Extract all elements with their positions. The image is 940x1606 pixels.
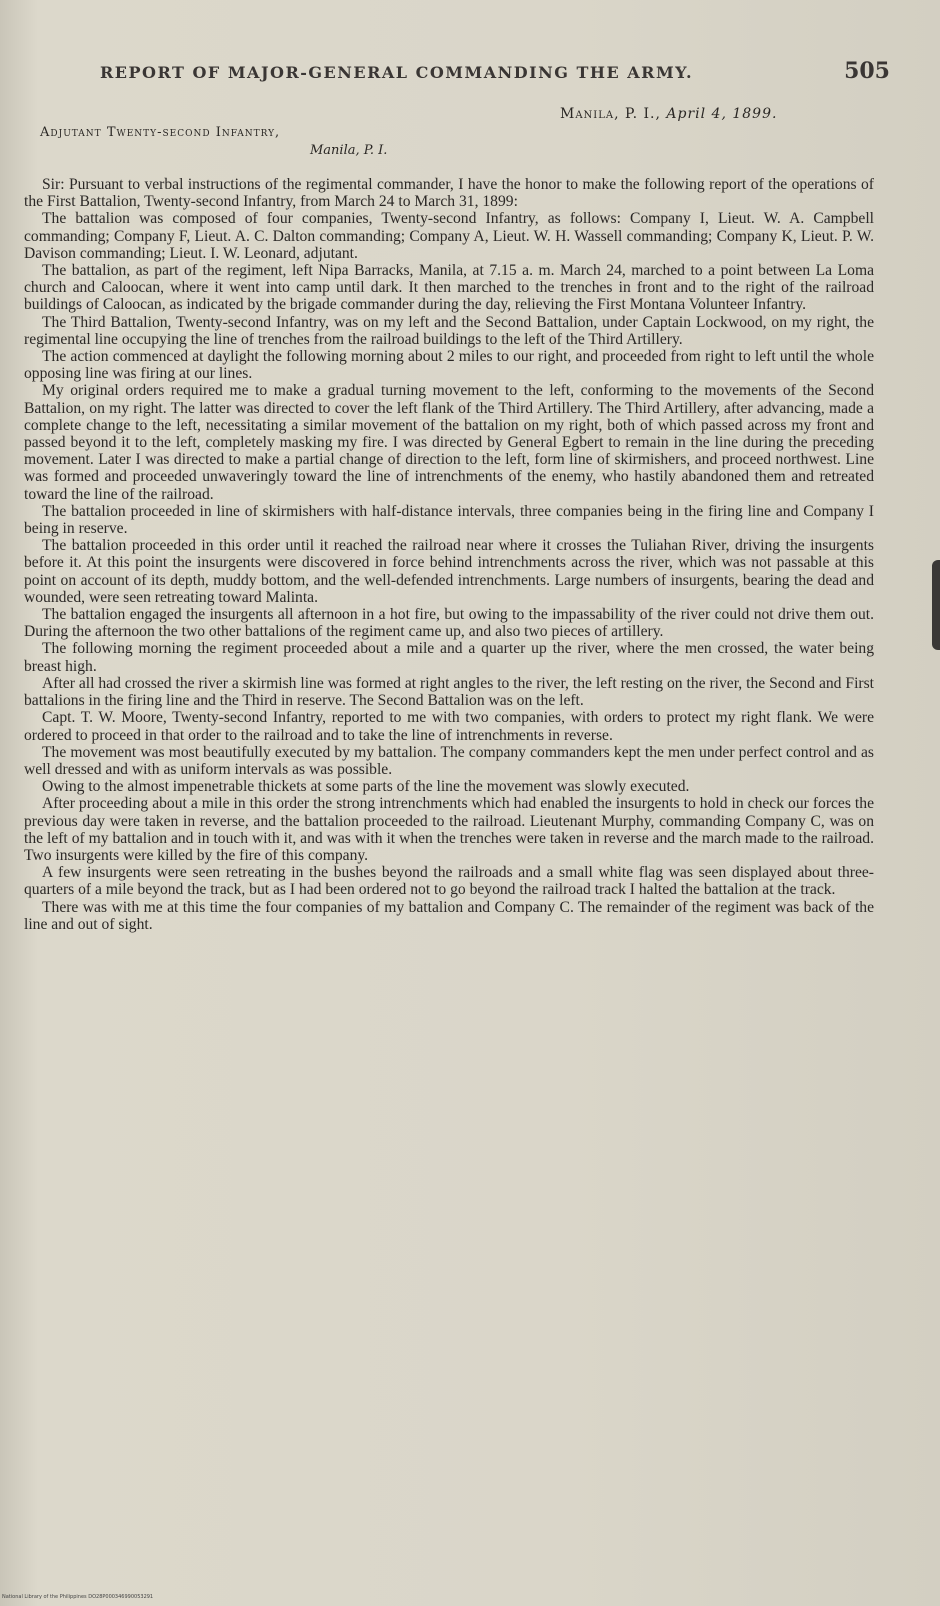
- page-header: [100, 58, 890, 84]
- library-credit: National Library of the Philippines DO28P000346990053291: [2, 1594, 154, 1600]
- paragraph: The movement was most beautifully executed by my battalion. The company commanders kept the men under perfect control and as well dressed and with as uniform intervals as was possible.: [24, 743, 874, 778]
- paragraph: The battalion was composed of four companies, Twenty-second Infantry, as follows: Company I, Lieut. W. A. Campbell commanding; Company F, Lieut. A. C. Dalton commanding; Company A, Lieut. W. H. Wassell commanding; Company K, Lieut. P. W. Davison commanding; Lieut. I. W. Leonard, adjutant.: [24, 210, 874, 262]
- dateline-place: Manila, P. I.,: [560, 106, 661, 122]
- report-body: [24, 176, 874, 933]
- page-edge-mark: [932, 560, 940, 650]
- paragraph: Sir: Pursuant to verbal instructions of the regimental commander, I have the honor to make the following report of the operations of the First Battalion, Twenty-second Infantry, from March 24 to March 31, 1899:: [24, 176, 874, 211]
- paragraph: The battalion proceeded in this order until it reached the railroad near where it crosses the Tuliahan River, driving the insurgents before it. At this point the insurgents were discovered in force behind intrenchments across the river, which was not passable at this point on account of its depth, muddy bottom, and the well-defended intrenchments. Large numbers of insurgents, bearing the dead and wounded, were seen retreating toward Malinta.: [24, 537, 874, 606]
- paragraph: My original orders required me to make a gradual turning movement to the left, conforming to the movements of the Second Battalion, on my right. The latter was directed to cover the left flank of the Third Artillery. The Third Artillery, after advancing, made a complete change to the left, necessitating a similar movement of the battalion on my right, both of which passed across my front and passed beyond it to the left, completely masking my fire. I was directed by General Egbert to remain in the line during the preceding movement. Later I was directed to make a partial change of direction to the left, form line of skirmishers, and proceed northwest. Line was formed and proceeded unwaveringly toward the line of intrenchments of the enemy, who hastily abandoned them and retreated toward the line of the railroad.: [24, 382, 874, 503]
- paragraph: Owing to the almost impenetrable thickets at some parts of the line the movement was slowly executed.: [42, 778, 690, 796]
- paragraph: The battalion engaged the insurgents all afternoon in a hot fire, but owing to the impassability of the river could not drive them out. During the afternoon the two other battalions of the regiment came up, and also two pieces of artillery.: [24, 606, 874, 641]
- paragraph: The action commenced at daylight the following morning about 2 miles to our right, and proceeded from right to left until the whole opposing line was firing at our lines.: [24, 348, 874, 383]
- paragraph: After proceeding about a mile in this order the strong intrenchments which had enabled the insurgents to hold in check our forces the previous day were taken in reverse, and the battalion proceeded to the railroad. Lieutenant Murphy, commanding Company C, was on the left of my battalion and in touch with it, and was with it when the trenches were taken in reverse and the march made to the railroad. Two insurgents were killed by the fire of this company.: [24, 795, 874, 864]
- paragraph: The battalion proceeded in line of skirmishers with half-distance intervals, three companies being in the firing line and Company I being in reserve.: [24, 502, 874, 538]
- paragraph: The battalion, as part of the regiment, left Nipa Barracks, Manila, at 7.15 a. m. March 24, marched to a point between La Loma church and Caloocan, where it went into camp until dark. It then marched to the trenches in front and to the right of the railroad buildings of Caloocan, as indicated by the brigade commander during the day, relieving the First Montana Volunteer Infantry.: [24, 262, 874, 314]
- paragraph: The Third Battalion, Twenty-second Infantry, was on my left and the Second Battalion, under Captain Lockwood, on my right, the regimental line occupying the line of trenches from the railroad buildings to the left of the Third Artillery.: [24, 313, 874, 348]
- paragraph: There was with me at this time the four companies of my battalion and Company C. The remainder of the regiment was back of the line and out of sight.: [24, 898, 874, 933]
- page-number: 505: [844, 58, 890, 84]
- paragraph: Capt. T. W. Moore, Twenty-second Infantry, reported to me with two companies, with orders to protect my right flank. We were ordered to proceed in that order to the railroad and to take the line of intrenchments in reverse.: [24, 709, 874, 744]
- dateline-date: April 4, 1899.: [666, 106, 778, 122]
- dateline: [560, 106, 777, 122]
- running-title: REPORT OF MAJOR-GENERAL COMMANDING THE ARMY.: [100, 63, 694, 82]
- addressee-block: [40, 124, 387, 160]
- paragraph: A few insurgents were seen retreating in the bushes beyond the railroads and a small white flag was seen displayed about three-quarters of a mile beyond the track, but as I had been ordered not to go beyond the railroad track I halted the battalion at the track.: [24, 864, 874, 899]
- paragraph: After all had crossed the river a skirmish line was formed at right angles to the river, the left resting on the river, the Second and First battalions in the firing line and the Third in reserve. The Second Battalion was on the left.: [24, 674, 874, 710]
- addressee-line-2: Manila, P. I.: [310, 143, 388, 158]
- addressee-line-1: Adjutant Twenty-second Infantry,: [40, 125, 281, 140]
- paragraph: The following morning the regiment proceeded about a mile and a quarter up the river, where the men crossed, the water being breast high.: [24, 640, 874, 675]
